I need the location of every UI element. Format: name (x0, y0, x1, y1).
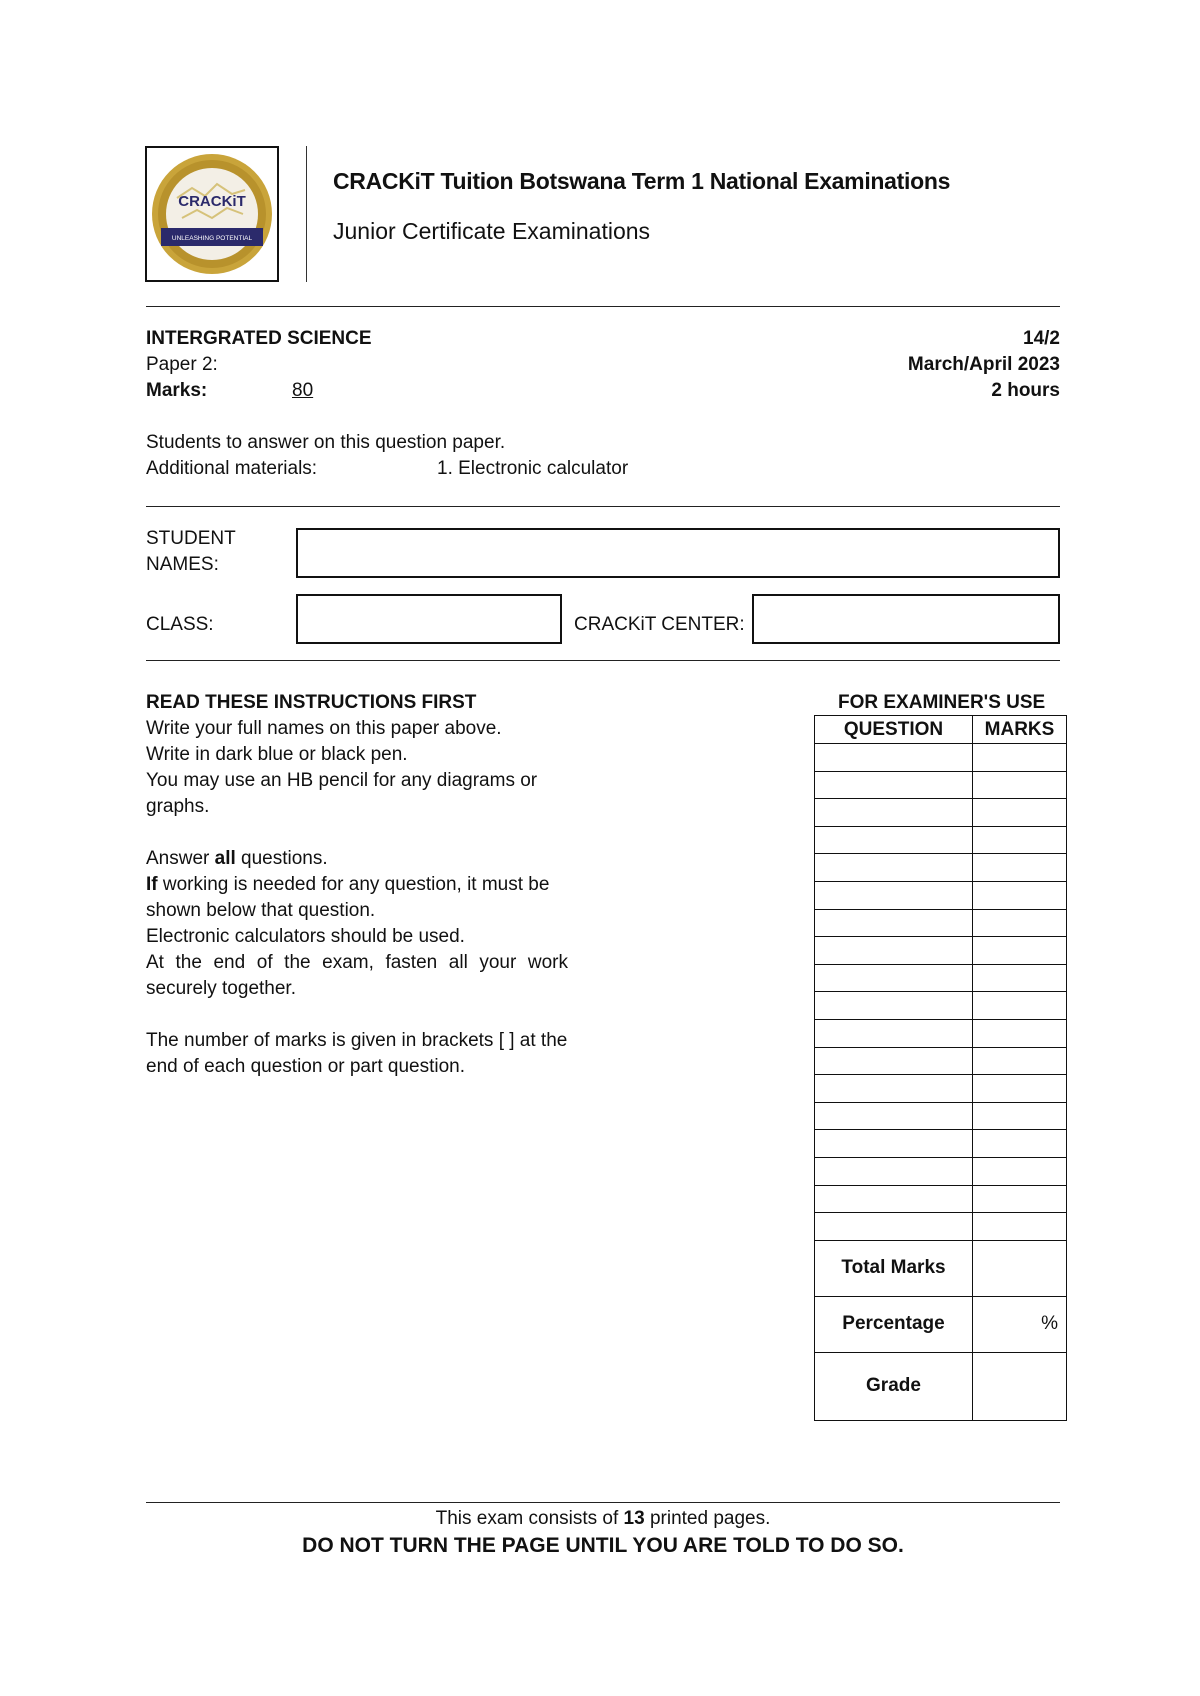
exam-duration: 2 hours (991, 380, 1060, 401)
class-field[interactable] (296, 594, 562, 644)
table-row (815, 909, 1067, 937)
table-row (815, 881, 1067, 909)
instruction-line: graphs. (146, 796, 210, 817)
instruction-line: end of each question or part question. (146, 1056, 466, 1077)
table-row (815, 854, 1067, 882)
divider (146, 306, 1060, 307)
answer-on-paper: Students to answer on this question paper. (146, 432, 506, 453)
table-row (815, 799, 1067, 827)
table-row (815, 1130, 1067, 1158)
center-label: CRACKiT CENTER: (574, 614, 745, 635)
grade-cell[interactable] (973, 1352, 1067, 1420)
examiner-heading: FOR EXAMINER'S USE (838, 692, 1046, 713)
instruction-line: If working is needed for any question, it must be (146, 874, 550, 895)
page-count-note: This exam consists of 13 printed pages. (435, 1508, 771, 1529)
paper-label: Paper 2: (146, 354, 218, 375)
instruction-line: The number of marks is given in brackets [ ] at the (146, 1030, 568, 1051)
exam-title: CRACKiT Tuition Botswana Term 1 National Examinations (333, 168, 951, 194)
total-marks-cell[interactable] (973, 1240, 1067, 1296)
materials-label: Additional materials: (146, 458, 318, 479)
center-field[interactable] (752, 594, 1060, 644)
table-row (815, 1102, 1067, 1130)
student-names-label: STUDENT NAMES: (146, 528, 236, 575)
subject-name: INTERGRATED SCIENCE (146, 328, 372, 349)
percentage-label: Percentage (815, 1296, 973, 1352)
logo-tagline: UNLEASHING POTENTIAL (171, 235, 253, 242)
percentage-cell[interactable]: % (973, 1296, 1067, 1352)
total-row (815, 1240, 1067, 1296)
divider (146, 506, 1060, 507)
logo-frame (145, 146, 279, 282)
grade-label: Grade (815, 1352, 973, 1420)
class-label: CLASS: (146, 614, 214, 635)
crackit-logo (147, 148, 277, 280)
divider (146, 660, 1060, 661)
table-row (815, 1075, 1067, 1103)
student-names-field[interactable] (296, 528, 1060, 578)
header-divider (306, 146, 307, 282)
logo-text: CRACKiT (178, 193, 246, 210)
paper-code: 14/2 (1023, 328, 1060, 349)
instruction-line: securely together. (146, 978, 296, 999)
table-row (815, 1185, 1067, 1213)
materials-item: 1. Electronic calculator (437, 458, 629, 479)
col-marks: MARKS (973, 716, 1067, 744)
instruction-line: Electronic calculators should be used. (146, 926, 465, 947)
instruction-line: You may use an HB pencil for any diagrams or (146, 770, 538, 791)
instruction-line: Write in dark blue or black pen. (146, 744, 408, 765)
exam-session: March/April 2023 (907, 354, 1060, 375)
table-row (815, 744, 1067, 772)
grade-row (815, 1352, 1067, 1420)
table-row (815, 1047, 1067, 1075)
col-question: QUESTION (815, 716, 973, 744)
marks-value: 80 (292, 380, 314, 401)
instruction-line: At the end of the exam, fasten all your work (146, 952, 568, 973)
marks-label: Marks: (146, 380, 208, 401)
table-row (815, 1157, 1067, 1185)
instruction-line: shown below that question. (146, 900, 376, 921)
table-row (815, 771, 1067, 799)
table-row (815, 1019, 1067, 1047)
table-row (815, 964, 1067, 992)
examiner-table (814, 715, 1067, 1421)
instructions-block (146, 690, 586, 1080)
percentage-row (815, 1296, 1067, 1352)
total-marks-label: Total Marks (815, 1240, 973, 1296)
instructions-heading: READ THESE INSTRUCTIONS FIRST (146, 692, 477, 713)
instruction-line: Answer all questions. (146, 848, 328, 869)
table-row (815, 992, 1067, 1020)
exam-subtitle: Junior Certificate Examinations (333, 218, 651, 244)
instruction-line: Write your full names on this paper above. (146, 718, 502, 739)
table-row (815, 826, 1067, 854)
footer-divider (146, 1502, 1060, 1503)
table-row (815, 937, 1067, 965)
do-not-turn-warning: DO NOT TURN THE PAGE UNTIL YOU ARE TOLD TO DO SO. (302, 1534, 904, 1557)
table-row (815, 1213, 1067, 1241)
